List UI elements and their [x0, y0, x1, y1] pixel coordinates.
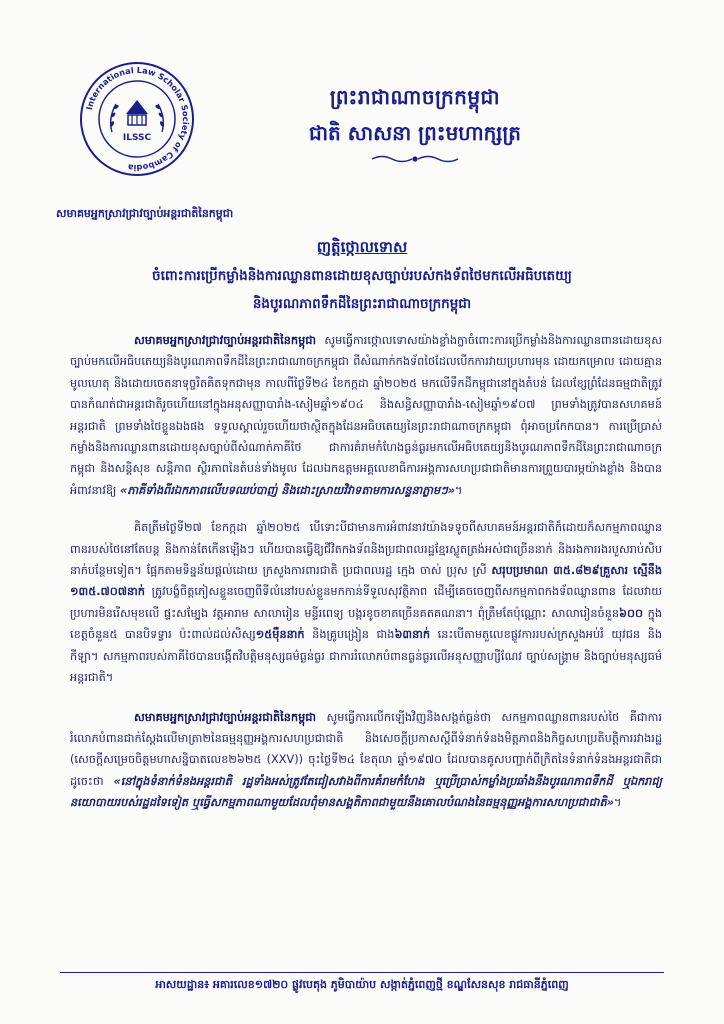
body-paragraph	[70, 330, 662, 501]
declaration-quote: «នៅក្នុងទំនាក់ទំនងអន្តរជាតិ រដ្ឋទាំងអស់ត្រូវតែជៀសវាងពីការគំរាមកំហែង ឬប្រើប្រាស់កម្លាំងប្រឆាំងនឹងបូរណភាពទឹកដី ឬឯករាជ្យនយោបាយរបស់រដ្ឋដទៃទៀត ឬធ្វើសកម្មភាពណាមួយដែលពុំមានសង្គតិភាពជាមួយនឹងគោលបំណងនៃធម្មនុញ្ញអង្គការសហប្រជាជាតិ»	[70, 774, 662, 810]
paragraph-text: នេះបើតាមតួលេខផ្លូវការរបស់ក្រសួងអប់រំ យុវជន និងកីឡា។ សកម្មភាពរបស់ភាគីថៃបានបង្កើតវិបត្តិមនុស្សធម៌ធ្ងន់ធ្ងរ ជាការរំលោភបំពានធ្ងន់ធ្ងរលើអនុសញ្ញាហ្សឺណែវ ច្បាប់សង្គ្រាម និងច្បាប់មនុស្សធម៌អន្តរជាតិ។	[70, 628, 662, 685]
teachers-count: ៦៣នាក់	[394, 628, 431, 642]
org-lead: សមាគមអ្នកស្រាវជ្រាវច្បាប់អន្តរជាតិនៃកម្ពុជា	[134, 710, 317, 724]
organization-name: សមាគមអ្នកស្រាវជ្រាវច្បាប់អន្តរជាតិនៃកម្ពុជា	[56, 207, 234, 220]
logo-abbr: ILSSC	[122, 133, 152, 143]
displaced-persons: ៧០៧នាក់	[100, 585, 145, 599]
paragraph-text: ក្នុងខេត្តចំនួន៥ បានបិទទ្វារ ប៉ះពាល់ដល់សិស្ស	[70, 606, 662, 642]
ornament-divider	[370, 154, 460, 164]
displaced-count: សរុបប្រមាណ ៣៥.៨២៩គ្រួសារ ស្មើនឹង ១៣៥.	[70, 564, 662, 599]
body-paragraph	[70, 707, 662, 814]
footer-address: អាសយដ្ឋាន៖ អគារលេខ១៧២០ ផ្លូវបេតុង ភូមិបាយ៉ាប សង្កាត់ភ្នំពេញថ្មី ខណ្ឌសែនសុខ រាជធានីភ្នំពេញ	[155, 978, 569, 991]
org-lead: សមាគមអ្នកស្រាវជ្រាវច្បាប់អន្តរជាតិនៃកម្ពុជា	[134, 334, 317, 347]
logo-ring-text: International Law Scholar Society of Cambodia	[83, 64, 192, 174]
ilssc-logo	[78, 60, 196, 178]
subtitle-line: និងបូរណភាពទឹកដីនៃព្រះរាជាណាចក្រកម្ពុជា	[252, 296, 472, 312]
body-paragraph	[70, 517, 662, 688]
students-count: ១៥ម៉ឺននាក់	[255, 628, 305, 642]
subtitle-line: ចំពោះការប្រើកម្លាំងនិងការឈ្លានពានដោយខុសច្បាប់របស់កងទ័ពថៃមកលើអធិបតេយ្យ	[152, 268, 572, 284]
paragraph-text: និងគ្រូបង្រៀន ជាង	[304, 628, 395, 642]
footer-divider	[60, 972, 664, 973]
paragraph-text: សូមធ្វើការលើកឡើងវិញនិងសង្កត់ធ្ងន់ថា សកម្មភាពឈ្លានពានរបស់ថៃ គឺជាការរំលោភបំពានជាក់ស្តែងលើមាត្រា២នៃធម្មនុញ្ញអង្គការសហប្រជាជាតិ និងសេចក្តីប្រកាសស្តីពីទំនាក់ទំនងមិត្តភាពនិងកិច្ចសហប្រតិបត្តិការរវាងរដ្ឋ (សេចក្តីសម្រេចចិត្តមហាសន្និបាតលេខ២៦២៥ (XXV)) ចុះថ្ងៃទី២៤ ខែតុលា ឆ្នាំ១៩៧០ ដែលបានគូសបញ្ជាក់ពីក្រិតនៃទំនាក់ទំនងអន្តរជាតិជាដូចេះថា	[70, 710, 662, 788]
kingdom-heading: ព្រះរាជាណាចក្រកម្ពុជា	[329, 85, 501, 109]
paragraph-end: ។	[613, 796, 622, 810]
statement-subtitle	[70, 262, 654, 318]
paragraph-end: ។	[455, 483, 463, 497]
statement-body	[70, 330, 662, 830]
paragraph-text: គិតត្រឹមថ្ងៃទី២៧ ខែកក្កដា ឆ្នាំ២០២៥ បើទោះបីជាមានការអំពាវនាវយ៉ាងទទូចពីសហគមន៍អន្តរជាតិក៏ដោយក៏សកម្មភាពឈ្លានពានរបស់ថៃនៅតែបន្ត និងកាន់តែកើនឡើងៗ ហើយបានធ្វើឱ្យជីវិតកងទ័ពនិងប្រជាពលរដ្ឋខ្មែរស្លូតត្រង់អស់ជាច្រើននាក់ និងរងការរងរបួសរាប់សិបនាក់បន្ថែមទៀត។ ផ្អែកតាមទិន្នន័យផ្តល់ដោយ ក្រសួងការពារជាតិ ប្រជាពលរដ្ឋ ក្មេង ចាស់ ប្រុស ស្រី	[70, 521, 662, 578]
un-quote: «ភាគីទាំងពីរឯកភាពលើបទឈប់បាញ់ និងដោះស្រាយវិវាទតាមការសន្ទនាភ្លាមៗ»	[119, 483, 456, 497]
national-motto: ជាតិ សាសនា ព្រះមហាក្សត្រ	[309, 121, 521, 145]
statement-title: ញត្តិថ្កោលទោស	[316, 238, 408, 256]
paragraph-text: ត្រូវបង្ខំចិត្តភៀសខ្លួនចេញពីទីលំនៅរបស់ខ្លួនមកកាន់ទីទួលសុវត្ថិភាព ដើម្បីគេចចេញពីសកម្មភាពកងទ័ពឈ្លានពាន ដែលវាយប្រហារមិនរើសមុខលើ ផ្ទះសម្បែង វត្តអារាម សាលារៀន មន្ទីរពេទ្យ បង្ករខូចខាតច្រើនគតគណនា។ ពុំត្រឹមតែប៉ុណ្ណោះ សាលារៀនចំនួន	[70, 585, 662, 620]
schools-count: ៦០០	[619, 606, 644, 620]
paragraph-text: សូមធ្វើការថ្កោលទោសយ៉ាងខ្លាំងក្លាចំពោះការប្រើកម្លាំងនិងការឈ្លានពានដោយខុសច្បាប់មកលើអធិបតេយ្យនិងបូរណភាពទឹកដីនៃព្រះរាជាណាចក្រកម្ពុជា ពីសំណាក់កងទ័ពថៃដែលបើកការវាយប្រហារមុន ដោយកម្រោល ដោយគ្មានមូលហេតុ និងដោយចេតនាទុច្ចរិតគិតទុកជាមុន កាលពីថ្ងៃទី២៤ ខែកក្កដា ឆ្នាំ២០២៥ មកលើទឹកដីកម្ពុជានៅក្នុងតំបន់ ដែលខ្សែព្រំដែនធម្មជាតិត្រូវបានកំណត់ជាអន្តរជាតិរួចហើយនៅក្នុងអនុសញ្ញាបារាំង-សៀមឆ្នាំ១៩០៤ និងសន្ធិសញ្ញាបារាំង-សៀមឆ្នាំ១៩០៧ ព្រមទាំងត្រូវបានសហគមន៍អន្តរជាតិ ព្រមទាំងថៃខ្លួនឯងផង ទទួលស្គាល់រួចហើយថាស្ថិតក្នុងដែនអធិបតេយ្យនៃព្រះរាជាណាចក្រកម្ពុជា ពុំអាចប្រកែកបាន។ ការប្រើប្រាស់កម្លាំងនិងការឈ្លានពានដោយខុសច្បាប់ពីសំណាក់ភាគីថៃ ជាការគំរាមកំហែងធ្ងន់ធ្ងរមកលើអធិបតេយ្យនិងបូរណភាពទឹកដីនៃព្រះរាជាណាចក្រកម្ពុជា និងសន្តិសុខ សន្តិភាព ស្ថិរភាពនៃតំបន់ទាំងមូល ដែលឯកឧត្តមអគ្គលេខាធិការអង្គការសហប្រជាជាតិមានការព្រួយបារម្ភយ៉ាងខ្លាំង និងបានអំពាវនាវឱ្យ	[70, 334, 662, 497]
